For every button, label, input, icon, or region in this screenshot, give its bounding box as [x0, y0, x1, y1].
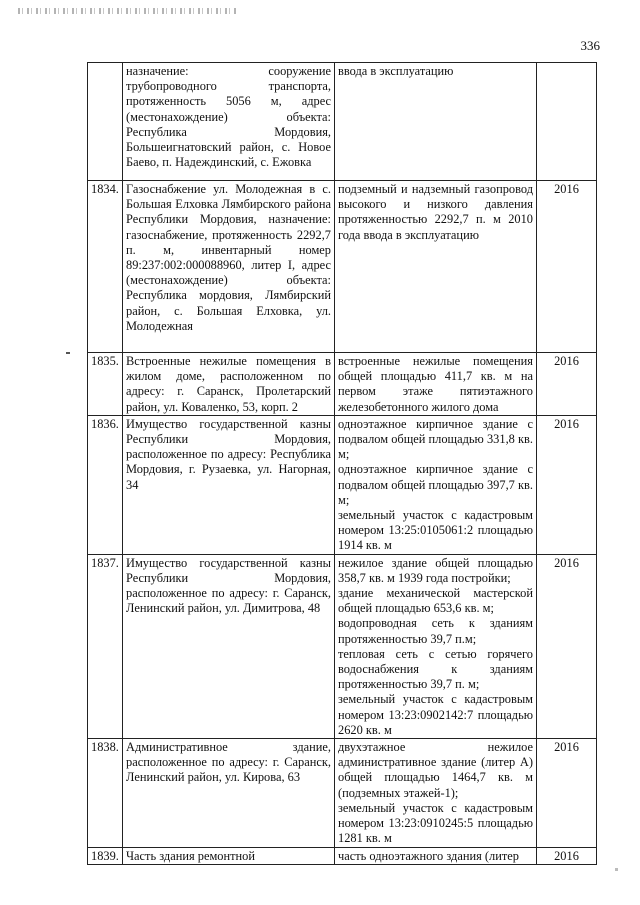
property-description	[335, 554, 537, 738]
row-number	[88, 63, 123, 181]
property-description	[335, 63, 537, 181]
year: 2016	[537, 181, 597, 353]
table-row	[88, 415, 597, 554]
scan-artifact	[18, 8, 238, 14]
row-number: 1836.	[88, 415, 123, 554]
table-row	[88, 181, 597, 353]
description-line: двухэтажное нежилое административное здание (литер А) общей площадью 1464,7 кв. м (подземных этажей-1);	[338, 740, 533, 800]
table-body	[88, 63, 597, 865]
table-row	[88, 739, 597, 847]
table-row	[88, 353, 597, 416]
property-description	[335, 353, 537, 416]
description-line: здание механической мастерской общей площадью 653,6 кв. м;	[338, 586, 533, 616]
property-name: Часть здания ремонтной	[123, 847, 335, 864]
row-number: 1837.	[88, 554, 123, 738]
property-name: назначение: сооружение трубопроводного транспорта, протяженность 5056 м, адрес (местонахождение) объекта: Республика Мордовия, Большеигнатовский район, с. Новое Баево, п. Надеждинский, с. Ежовка	[123, 63, 335, 181]
year: 2016	[537, 554, 597, 738]
property-table	[87, 62, 597, 865]
property-name: Имущество государственной казны Республики Мордовия, расположенное по адресу: Республика Мордовия, г. Рузаевка, ул. Нагорная, 34	[123, 415, 335, 554]
description-line: встроенные нежилые помещения общей площадью 411,7 кв. м на первом этаже пятиэтажного железобетонного жилого дома	[338, 354, 533, 414]
property-name: Имущество государственной казны Республики Мордовия, расположенное по адресу: г. Саранск, Ленинский район, ул. Димитрова, 48	[123, 554, 335, 738]
year	[537, 63, 597, 181]
table-row	[88, 63, 597, 181]
table-row	[88, 847, 597, 864]
description-line: подземный и надземный газопровод высокого и низкого давления протяженностью 2292,7 п. м 2010 года ввода в эксплуатацию	[338, 182, 533, 242]
property-description	[335, 739, 537, 847]
row-number: 1834.	[88, 181, 123, 353]
description-line: нежилое здание общей площадью 358,7 кв. м 1939 года постройки;	[338, 555, 533, 585]
property-name: Газоснабжение ул. Молодежная в с. Большая Елховка Лямбирского района Республики Мордовия, назначение: газоснабжение, протяженность 2292,7 п. м, инвентарный номер 89:237:002:000088960, литер I, адрес (местонахождение) объекта: Республика мордовия, Лямбирский район, с. Большая Елховка, ул. Молодежная	[123, 181, 335, 353]
page-number: 336	[580, 38, 600, 53]
description-line: часть одноэтажного здания (литер	[338, 848, 519, 863]
scan-speck	[615, 868, 618, 871]
description-line: водопроводная сеть к зданиям протяженностью 39,7 п.м;	[338, 616, 533, 646]
table-row	[88, 554, 597, 738]
description-line: одноэтажное кирпичное здание с подвалом общей площадью 331,8 кв. м;	[338, 416, 533, 462]
property-description	[335, 847, 537, 864]
scan-speck	[66, 352, 70, 354]
description-line: земельный участок с кадастровым номером 13:25:0105061:2 площадью 1914 кв. м	[338, 508, 533, 553]
row-number: 1839.	[88, 847, 123, 864]
property-description	[335, 415, 537, 554]
year: 2016	[537, 739, 597, 847]
property-name: Административное здание, расположенное по адресу: г. Саранск, Ленинский район, ул. Кирова, 63	[123, 739, 335, 847]
property-description	[335, 181, 537, 353]
description-line: земельный участок с кадастровым номером 13:23:0902142:7 площадью 2620 кв. м	[338, 692, 533, 737]
description-line: одноэтажное кирпичное здание с подвалом общей площадью 397,7 кв. м;	[338, 462, 533, 507]
description-line: тепловая сеть с сетью горячего водоснабжения к зданиям протяженностью 39,7 п. м;	[338, 646, 533, 692]
year: 2016	[537, 415, 597, 554]
description-line: ввода в эксплуатацию	[338, 64, 454, 78]
row-number: 1835.	[88, 353, 123, 416]
year: 2016	[537, 353, 597, 416]
property-name: Встроенные нежилые помещения в жилом доме, расположенном по адресу: г. Саранск, Пролетарский район, ул. Коваленко, 53, корп. 2	[123, 353, 335, 416]
row-number: 1838.	[88, 739, 123, 847]
year: 2016	[537, 847, 597, 864]
description-line: земельный участок с кадастровым номером 13:23:0910245:5 площадью 1281 кв. м	[338, 800, 533, 846]
